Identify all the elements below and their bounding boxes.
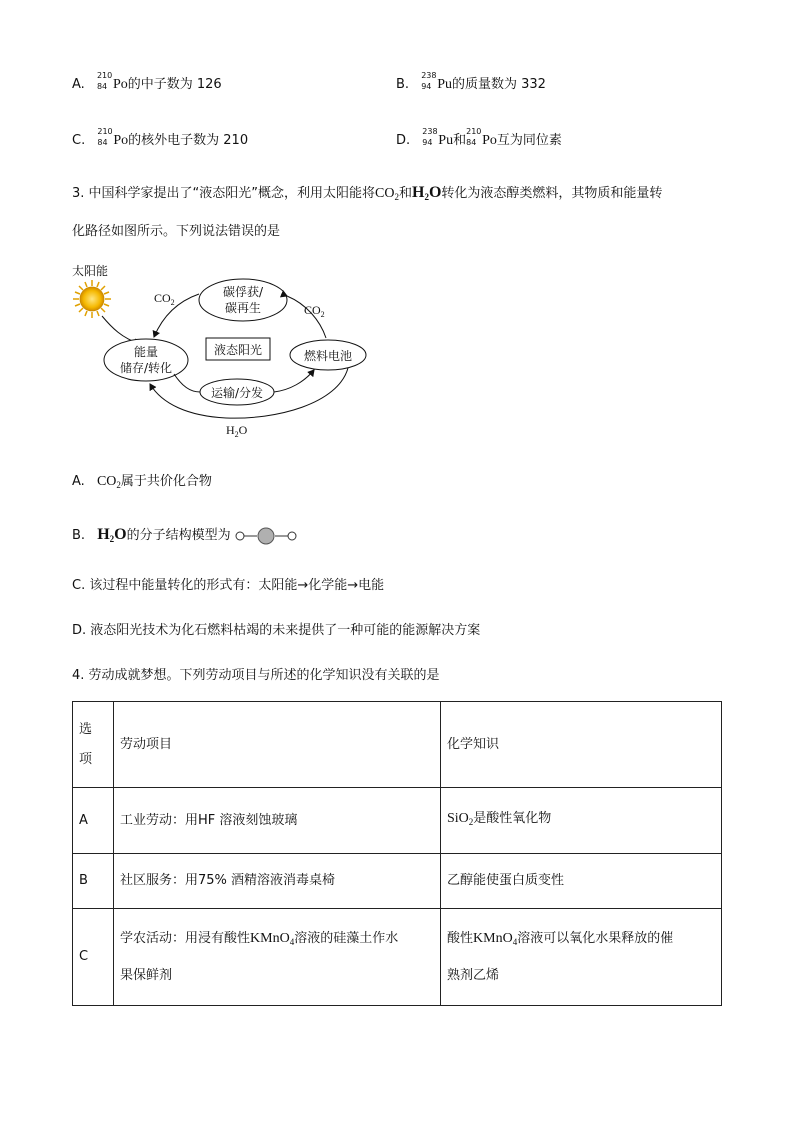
carbon-capture-label: 碳俘获/ (222, 285, 264, 299)
atomic-number: 84 (97, 138, 108, 147)
option-letter: D. (396, 133, 411, 148)
stem-text: 和 (398, 186, 412, 201)
header-text: 选 (79, 721, 93, 737)
q3-stem-line1 (72, 182, 662, 202)
option-text: 的核外电子数为 210 (128, 133, 249, 148)
q3-option-a (72, 470, 212, 490)
q2-option-b (396, 73, 546, 93)
q4-table (72, 701, 722, 1006)
q2-option-d (396, 129, 562, 149)
q3-option-d: D. 液态阳光技术为化石燃料枯竭的未来提供了一种可能的能源解决方案 (72, 623, 481, 638)
option-text: 的质量数为 332 (452, 77, 546, 92)
table-row (73, 909, 722, 1006)
element-symbol: Pu (437, 77, 452, 92)
option-letter: B. (396, 77, 410, 92)
labor-item: 学农活动：用浸有酸性KMnO$_4$溶液的硅藻土作水 果保鲜剂 (114, 909, 441, 1006)
isotope-notation (96, 71, 113, 91)
co2-formula: $CO_2$ (96, 474, 121, 490)
element-symbol: Po (113, 133, 129, 148)
option-letter: C. (72, 133, 86, 148)
liquid-sunshine-label: 液态阳光 (213, 343, 263, 357)
option-text: 的分子结构模型为 (126, 528, 231, 543)
mass-number: 210 (97, 127, 113, 136)
atomic-number: 84 (96, 82, 108, 91)
q4-stem: 4. 劳动成就梦想。下列劳动项目与所述的化学知识没有关联的是 (72, 668, 440, 683)
fuel-cell-label: 燃料电池 (303, 349, 353, 363)
option-text: 属于共价化合物 (120, 474, 212, 489)
option-letter: A. (72, 77, 85, 92)
chem-knowledge: 酸性KMnO$_4$溶液可以氧化水果释放的催 熟剂乙烯 (441, 909, 722, 1006)
table-row (73, 788, 722, 854)
q3-option-b (72, 524, 297, 545)
co2-formula: $CO_2$ (375, 186, 399, 202)
option-letter: A. (72, 474, 85, 489)
isotope-notation (466, 127, 482, 147)
sun-label: 太阳能 (72, 264, 109, 278)
co2-right-label: $CO_2$ (304, 303, 325, 319)
mass-number: 238 (422, 127, 438, 136)
row-key: A (73, 788, 114, 854)
co2-left-label: $CO_2$ (154, 291, 175, 307)
mass-number: 210 (96, 71, 113, 80)
element-symbol: Po (482, 133, 497, 148)
energy-storage-label: 能量 (133, 345, 159, 359)
energy-storage-label: 储存/转化 (119, 361, 173, 375)
header-labor-cell: 劳动项目 (114, 702, 441, 788)
option-text: 互为同位素 (496, 133, 562, 148)
carbon-capture-label: 碳再生 (224, 301, 262, 315)
q2-option-c (72, 129, 248, 149)
isotope-notation (422, 127, 438, 147)
isotope-notation (97, 127, 113, 147)
option-letter: B. (72, 528, 86, 543)
chem-knowledge: SiO$_2$是酸性氧化物 (441, 788, 722, 854)
stem-text: 3. 中国科学家提出了“液态阳光”概念，利用太阳能将 (72, 186, 376, 201)
molecule-model-icon (235, 527, 297, 545)
q3-option-c: C. 该过程中能量转化的形式有：太阳能→化学能→电能 (72, 578, 385, 593)
isotope-notation (421, 71, 437, 91)
atomic-number: 84 (466, 138, 477, 147)
chem-knowledge: 乙醇能使蛋白质变性 (441, 854, 722, 909)
labor-item: 工业劳动：用HF 溶液刻蚀玻璃 (114, 788, 441, 854)
option-text: 的中子数为 126 (127, 77, 222, 92)
h2o-formula: $H_2O$ (411, 184, 442, 202)
labor-item: 社区服务：用75% 酒精溶液消毒桌椅 (114, 854, 441, 909)
row-key: B (73, 854, 114, 909)
transport-label: 运输/分发 (210, 386, 264, 400)
mass-number: 238 (421, 71, 437, 80)
header-text: 项 (79, 751, 93, 767)
h2o-label: $H_2O$ (226, 423, 248, 439)
q3-stem-line2: 化路径如图所示。下列说法错误的是 (72, 224, 281, 239)
q2-option-a (72, 73, 222, 93)
element-symbol: Pu (438, 133, 454, 148)
liquid-sunshine-diagram (66, 254, 376, 444)
h2o-formula: $H_2O$ (97, 526, 127, 544)
mass-number: 210 (466, 127, 482, 136)
sun-icon (73, 280, 111, 318)
conjunction: 和 (453, 133, 467, 148)
atomic-number: 94 (421, 82, 432, 91)
atomic-number: 94 (422, 138, 433, 147)
table-row (73, 854, 722, 909)
header-option-cell (73, 702, 114, 788)
row-key: C (73, 909, 114, 1006)
table-header-row (73, 702, 722, 788)
element-symbol: Po (112, 77, 128, 92)
header-knowledge-cell: 化学知识 (441, 702, 722, 788)
stem-text: 转化为液态醇类燃料，其物质和能量转 (441, 186, 663, 201)
